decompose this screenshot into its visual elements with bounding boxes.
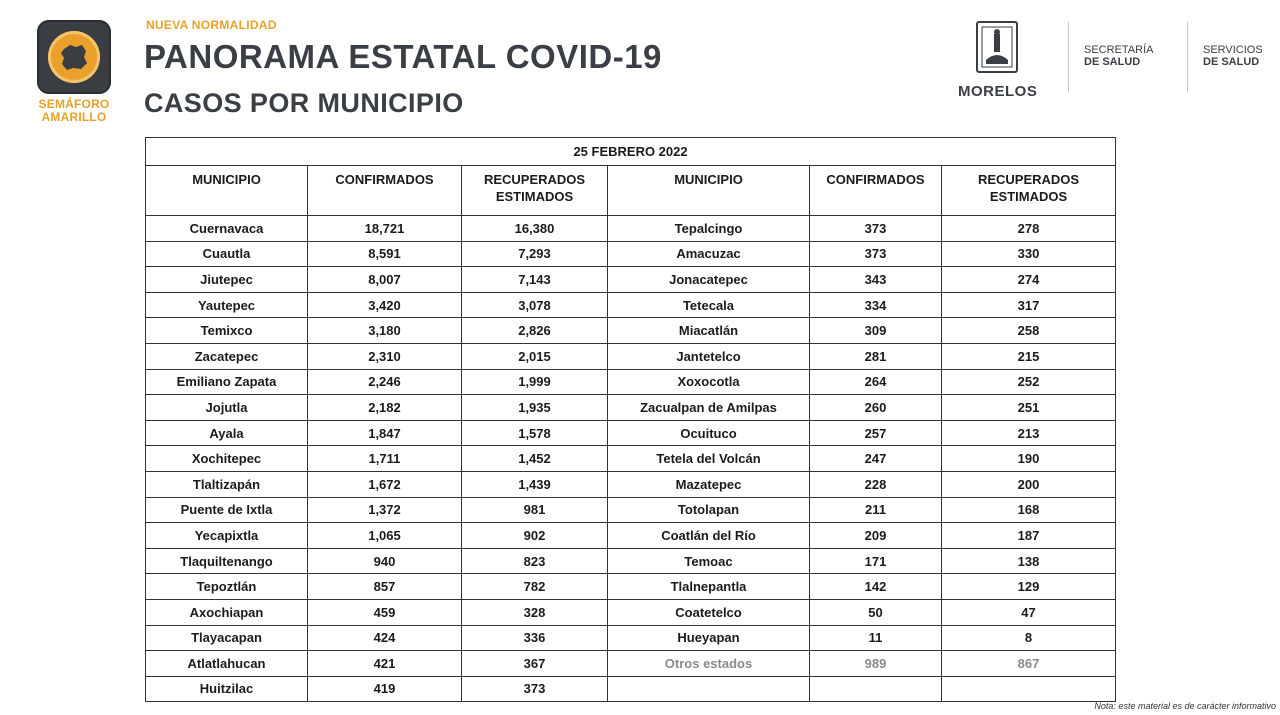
col-header-recuperados: RECUPERADOS ESTIMADOS — [462, 166, 608, 216]
col-header-municipio: MUNICIPIO — [608, 166, 810, 216]
municipio-cell: Zacualpan de Amilpas — [608, 395, 810, 421]
confirmados-cell: 343 — [810, 267, 942, 293]
confirmados-cell: 264 — [810, 369, 942, 395]
municipio-cell: Miacatlán — [608, 318, 810, 344]
col-header-confirmados: CONFIRMADOS — [308, 166, 462, 216]
municipio-cell: Atlatlahucan — [146, 651, 308, 677]
municipio-cell: Tlaltizapán — [146, 471, 308, 497]
municipio-cell: Axochiapan — [146, 599, 308, 625]
municipio-cell: Tetecala — [608, 292, 810, 318]
table-row — [146, 318, 1116, 344]
divider — [1068, 22, 1069, 92]
confirmados-cell: 1,711 — [308, 446, 462, 472]
confirmados-cell: 260 — [810, 395, 942, 421]
municipio-cell: Jojutla — [146, 395, 308, 421]
col-header-recuperados: RECUPERADOS ESTIMADOS — [942, 166, 1116, 216]
confirmados-cell: 424 — [308, 625, 462, 651]
table-row — [146, 446, 1116, 472]
recuperados-cell: 867 — [942, 651, 1116, 677]
confirmados-cell: 8,591 — [308, 241, 462, 267]
confirmados-cell: 1,847 — [308, 420, 462, 446]
recuperados-cell: 168 — [942, 497, 1116, 523]
confirmados-cell: 1,372 — [308, 497, 462, 523]
recuperados-cell: 823 — [462, 548, 608, 574]
confirmados-cell: 419 — [308, 676, 462, 702]
recuperados-cell: 7,293 — [462, 241, 608, 267]
semaforo-icon — [37, 20, 111, 94]
recuperados-cell: 278 — [942, 216, 1116, 242]
confirmados-cell: 2,310 — [308, 343, 462, 369]
page-title: PANORAMA ESTATAL COVID-19 — [144, 38, 662, 75]
municipio-cell: Emiliano Zapata — [146, 369, 308, 395]
table-row — [146, 395, 1116, 421]
municipio-cell: Jantetelco — [608, 343, 810, 369]
recuperados-cell: 3,078 — [462, 292, 608, 318]
municipio-cell: Ocuituco — [608, 420, 810, 446]
municipio-cell: Hueyapan — [608, 625, 810, 651]
table-date: 25 FEBRERO 2022 — [146, 138, 1116, 166]
municipio-cell: Amacuzac — [608, 241, 810, 267]
recuperados-cell: 251 — [942, 395, 1116, 421]
recuperados-cell: 129 — [942, 574, 1116, 600]
kicker: NUEVA NORMALIDAD — [146, 18, 277, 32]
semaforo-badge — [36, 20, 112, 124]
municipio-cell: Tetela del Volcán — [608, 446, 810, 472]
page-subtitle: CASOS POR MUNICIPIO — [144, 88, 464, 118]
confirmados-cell: 1,065 — [308, 523, 462, 549]
col-header-confirmados: CONFIRMADOS — [810, 166, 942, 216]
confirmados-cell: 2,246 — [308, 369, 462, 395]
municipio-cell: Totolapan — [608, 497, 810, 523]
municipio-cell: Ayala — [146, 420, 308, 446]
municipio-cell: Yautepec — [146, 292, 308, 318]
morelos-shield-icon — [974, 20, 1020, 76]
confirmados-cell: 857 — [308, 574, 462, 600]
recuperados-cell: 981 — [462, 497, 608, 523]
table-row — [146, 523, 1116, 549]
municipio-cell: Coatetelco — [608, 599, 810, 625]
municipio-cell: Cuautla — [146, 241, 308, 267]
recuperados-cell: 8 — [942, 625, 1116, 651]
recuperados-cell: 187 — [942, 523, 1116, 549]
confirmados-cell: 257 — [810, 420, 942, 446]
confirmados-cell: 11 — [810, 625, 942, 651]
municipio-cell: Yecapixtla — [146, 523, 308, 549]
municipio-cell: Tepalcingo — [608, 216, 810, 242]
recuperados-cell: 258 — [942, 318, 1116, 344]
confirmados-cell: 211 — [810, 497, 942, 523]
confirmados-cell: 18,721 — [308, 216, 462, 242]
morelos-label: MORELOS — [958, 83, 1038, 100]
table-row — [146, 369, 1116, 395]
table-row — [146, 267, 1116, 293]
recuperados-cell: 274 — [942, 267, 1116, 293]
servicios-salud-logo: SERVICIOS DE SALUD — [1203, 44, 1263, 68]
confirmados-cell: 334 — [810, 292, 942, 318]
confirmados-cell: 459 — [308, 599, 462, 625]
secretaria-salud-logo: SECRETARÍA DE SALUD — [1084, 44, 1154, 68]
recuperados-cell: 190 — [942, 446, 1116, 472]
municipio-cell: Jiutepec — [146, 267, 308, 293]
table-row — [146, 548, 1116, 574]
recuperados-cell: 367 — [462, 651, 608, 677]
table-row — [146, 625, 1116, 651]
table-row — [146, 651, 1116, 677]
recuperados-cell: 252 — [942, 369, 1116, 395]
table-row — [146, 216, 1116, 242]
recuperados-cell: 336 — [462, 625, 608, 651]
confirmados-cell: 373 — [810, 241, 942, 267]
confirmados-cell: 940 — [308, 548, 462, 574]
municipio-cell: Cuernavaca — [146, 216, 308, 242]
table-row — [146, 292, 1116, 318]
confirmados-cell — [810, 676, 942, 702]
semaforo-line2: AMARILLO — [41, 110, 107, 124]
col-header-municipio: MUNICIPIO — [146, 166, 308, 216]
recuperados-cell: 7,143 — [462, 267, 608, 293]
recuperados-cell: 373 — [462, 676, 608, 702]
municipio-cell — [608, 676, 810, 702]
recuperados-cell: 330 — [942, 241, 1116, 267]
confirmados-cell: 421 — [308, 651, 462, 677]
table-row — [146, 241, 1116, 267]
recuperados-cell: 200 — [942, 471, 1116, 497]
municipio-cell: Tlalnepantla — [608, 574, 810, 600]
municipio-cell: Tepoztlán — [146, 574, 308, 600]
confirmados-cell: 309 — [810, 318, 942, 344]
recuperados-cell: 213 — [942, 420, 1116, 446]
semaforo-line1: SEMÁFORO — [38, 97, 110, 111]
municipio-cell: Xochitepec — [146, 446, 308, 472]
table-row — [146, 343, 1116, 369]
confirmados-cell: 209 — [810, 523, 942, 549]
divider — [1187, 22, 1188, 92]
municipio-cell: Jonacatepec — [608, 267, 810, 293]
confirmados-cell: 228 — [810, 471, 942, 497]
recuperados-cell: 1,935 — [462, 395, 608, 421]
recuperados-cell — [942, 676, 1116, 702]
confirmados-cell: 373 — [810, 216, 942, 242]
confirmados-cell: 50 — [810, 599, 942, 625]
municipio-cell: Mazatepec — [608, 471, 810, 497]
table-row — [146, 574, 1116, 600]
municipio-cell: Temoac — [608, 548, 810, 574]
recuperados-cell: 782 — [462, 574, 608, 600]
table-row — [146, 676, 1116, 702]
recuperados-cell: 1,578 — [462, 420, 608, 446]
footnote: Nota: este material es de carácter informativo — [1094, 701, 1276, 711]
recuperados-cell: 1,452 — [462, 446, 608, 472]
recuperados-cell: 16,380 — [462, 216, 608, 242]
table-row — [146, 420, 1116, 446]
municipio-cell: Tlayacapan — [146, 625, 308, 651]
recuperados-cell: 47 — [942, 599, 1116, 625]
confirmados-cell: 3,420 — [308, 292, 462, 318]
municipio-cell: Temixco — [146, 318, 308, 344]
recuperados-cell: 138 — [942, 548, 1116, 574]
municipio-cell: Tlaquiltenango — [146, 548, 308, 574]
confirmados-cell: 247 — [810, 446, 942, 472]
table-row — [146, 599, 1116, 625]
recuperados-cell: 328 — [462, 599, 608, 625]
municipio-cell: Xoxocotla — [608, 369, 810, 395]
recuperados-cell: 1,999 — [462, 369, 608, 395]
municipio-cell: Otros estados — [608, 651, 810, 677]
confirmados-cell: 171 — [810, 548, 942, 574]
confirmados-cell: 1,672 — [308, 471, 462, 497]
recuperados-cell: 2,015 — [462, 343, 608, 369]
recuperados-cell: 215 — [942, 343, 1116, 369]
municipio-cell: Coatlán del Río — [608, 523, 810, 549]
morelos-logo — [958, 20, 1036, 100]
morelos-map-icon — [56, 39, 92, 75]
confirmados-cell: 142 — [810, 574, 942, 600]
confirmados-cell: 281 — [810, 343, 942, 369]
cases-table — [145, 137, 1116, 702]
recuperados-cell: 902 — [462, 523, 608, 549]
table-row — [146, 471, 1116, 497]
municipio-cell: Puente de Ixtla — [146, 497, 308, 523]
recuperados-cell: 1,439 — [462, 471, 608, 497]
confirmados-cell: 3,180 — [308, 318, 462, 344]
table-row — [146, 497, 1116, 523]
confirmados-cell: 8,007 — [308, 267, 462, 293]
confirmados-cell: 2,182 — [308, 395, 462, 421]
municipio-cell: Huitzilac — [146, 676, 308, 702]
municipio-cell: Zacatepec — [146, 343, 308, 369]
recuperados-cell: 2,826 — [462, 318, 608, 344]
confirmados-cell: 989 — [810, 651, 942, 677]
recuperados-cell: 317 — [942, 292, 1116, 318]
